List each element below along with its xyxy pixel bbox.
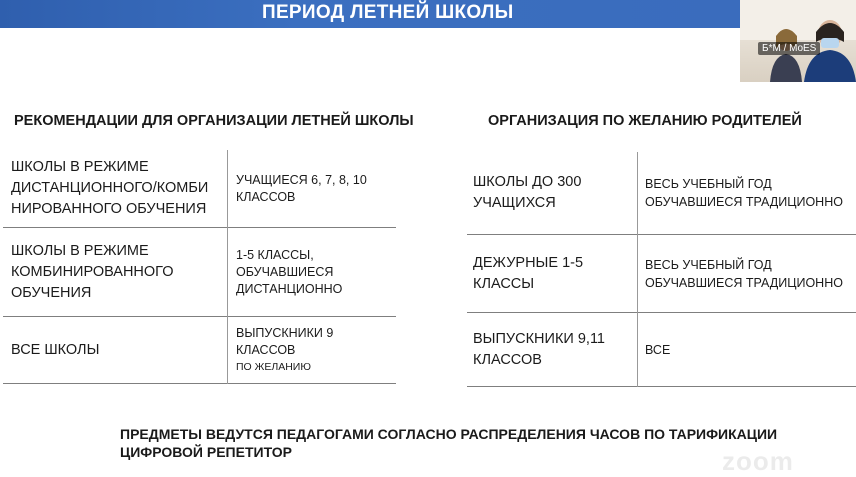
right-section-heading: ОРГАНИЗАЦИЯ ПО ЖЕЛАНИЮ РОДИТЕЛЕЙ: [488, 113, 802, 129]
school-type-cell: ШКОЛЫ В РЕЖИМЕ ДИСТАНЦИОННОГО/КОМБИ НИРОВАННОГО ОБУЧЕНИЯ: [3, 150, 228, 228]
table-row: [3, 317, 396, 384]
zoom-watermark: zoom: [722, 446, 794, 477]
school-type-cell: ШКОЛЫ ДО 300 УЧАЩИХСЯ: [467, 152, 638, 235]
school-type-cell: ШКОЛЫ В РЕЖИМЕ КОМБИНИРОВАННОГО ОБУЧЕНИЯ: [3, 228, 228, 317]
footer-line-2: ЦИФРОВОЙ РЕПЕТИТОР: [120, 443, 777, 461]
left-section-heading: РЕКОМЕНДАЦИИ ДЛЯ ОРГАНИЗАЦИИ ЛЕТНЕЙ ШКОЛЫ: [14, 113, 414, 129]
table-row: [3, 150, 396, 228]
participant-name-label: Б*М / MoES: [758, 42, 820, 55]
slide-title-banner: [0, 0, 740, 28]
students-cell: ВСЕ: [638, 313, 856, 387]
students-cell: УЧАЩИЕСЯ 6, 7, 8, 10 КЛАССОВ: [228, 150, 397, 228]
slide-title: ПЕРИОД ЛЕТНЕЙ ШКОЛЫ: [262, 0, 622, 28]
recommendations-table: [3, 150, 396, 384]
table-row: [467, 313, 856, 387]
students-value: ВЫПУСКНИКИ 9 КЛАССОВ: [236, 326, 333, 357]
table-row: [467, 235, 856, 313]
table-row: [467, 152, 856, 235]
school-type-cell: ВСЕ ШКОЛЫ: [3, 317, 228, 384]
students-cell: 1-5 КЛАССЫ, ОБУЧАВШИЕСЯ ДИСТАНЦИОННО: [228, 228, 397, 317]
students-cell: [228, 317, 397, 384]
participant-video-tile[interactable]: [740, 0, 856, 82]
school-type-cell: ВЫПУСКНИКИ 9,11 КЛАССОВ: [467, 313, 638, 387]
students-cell: ВЕСЬ УЧЕБНЫЙ ГОД ОБУЧАВШИЕСЯ ТРАДИЦИОННО: [638, 152, 856, 235]
footer-line-1: ПРЕДМЕТЫ ВЕДУТСЯ ПЕДАГОГАМИ СОГЛАСНО РАСПРЕДЕЛЕНИЯ ЧАСОВ ПО ТАРИФИКАЦИИ: [120, 425, 777, 443]
parents-request-table: [467, 152, 856, 387]
students-cell: ВЕСЬ УЧЕБНЫЙ ГОД ОБУЧАВШИЕСЯ ТРАДИЦИОННО: [638, 235, 856, 313]
table-row: [3, 228, 396, 317]
footer-note: [120, 425, 777, 461]
school-type-cell: ДЕЖУРНЫЕ 1-5 КЛАССЫ: [467, 235, 638, 313]
students-note: ПО ЖЕЛАНИЮ: [236, 359, 396, 376]
